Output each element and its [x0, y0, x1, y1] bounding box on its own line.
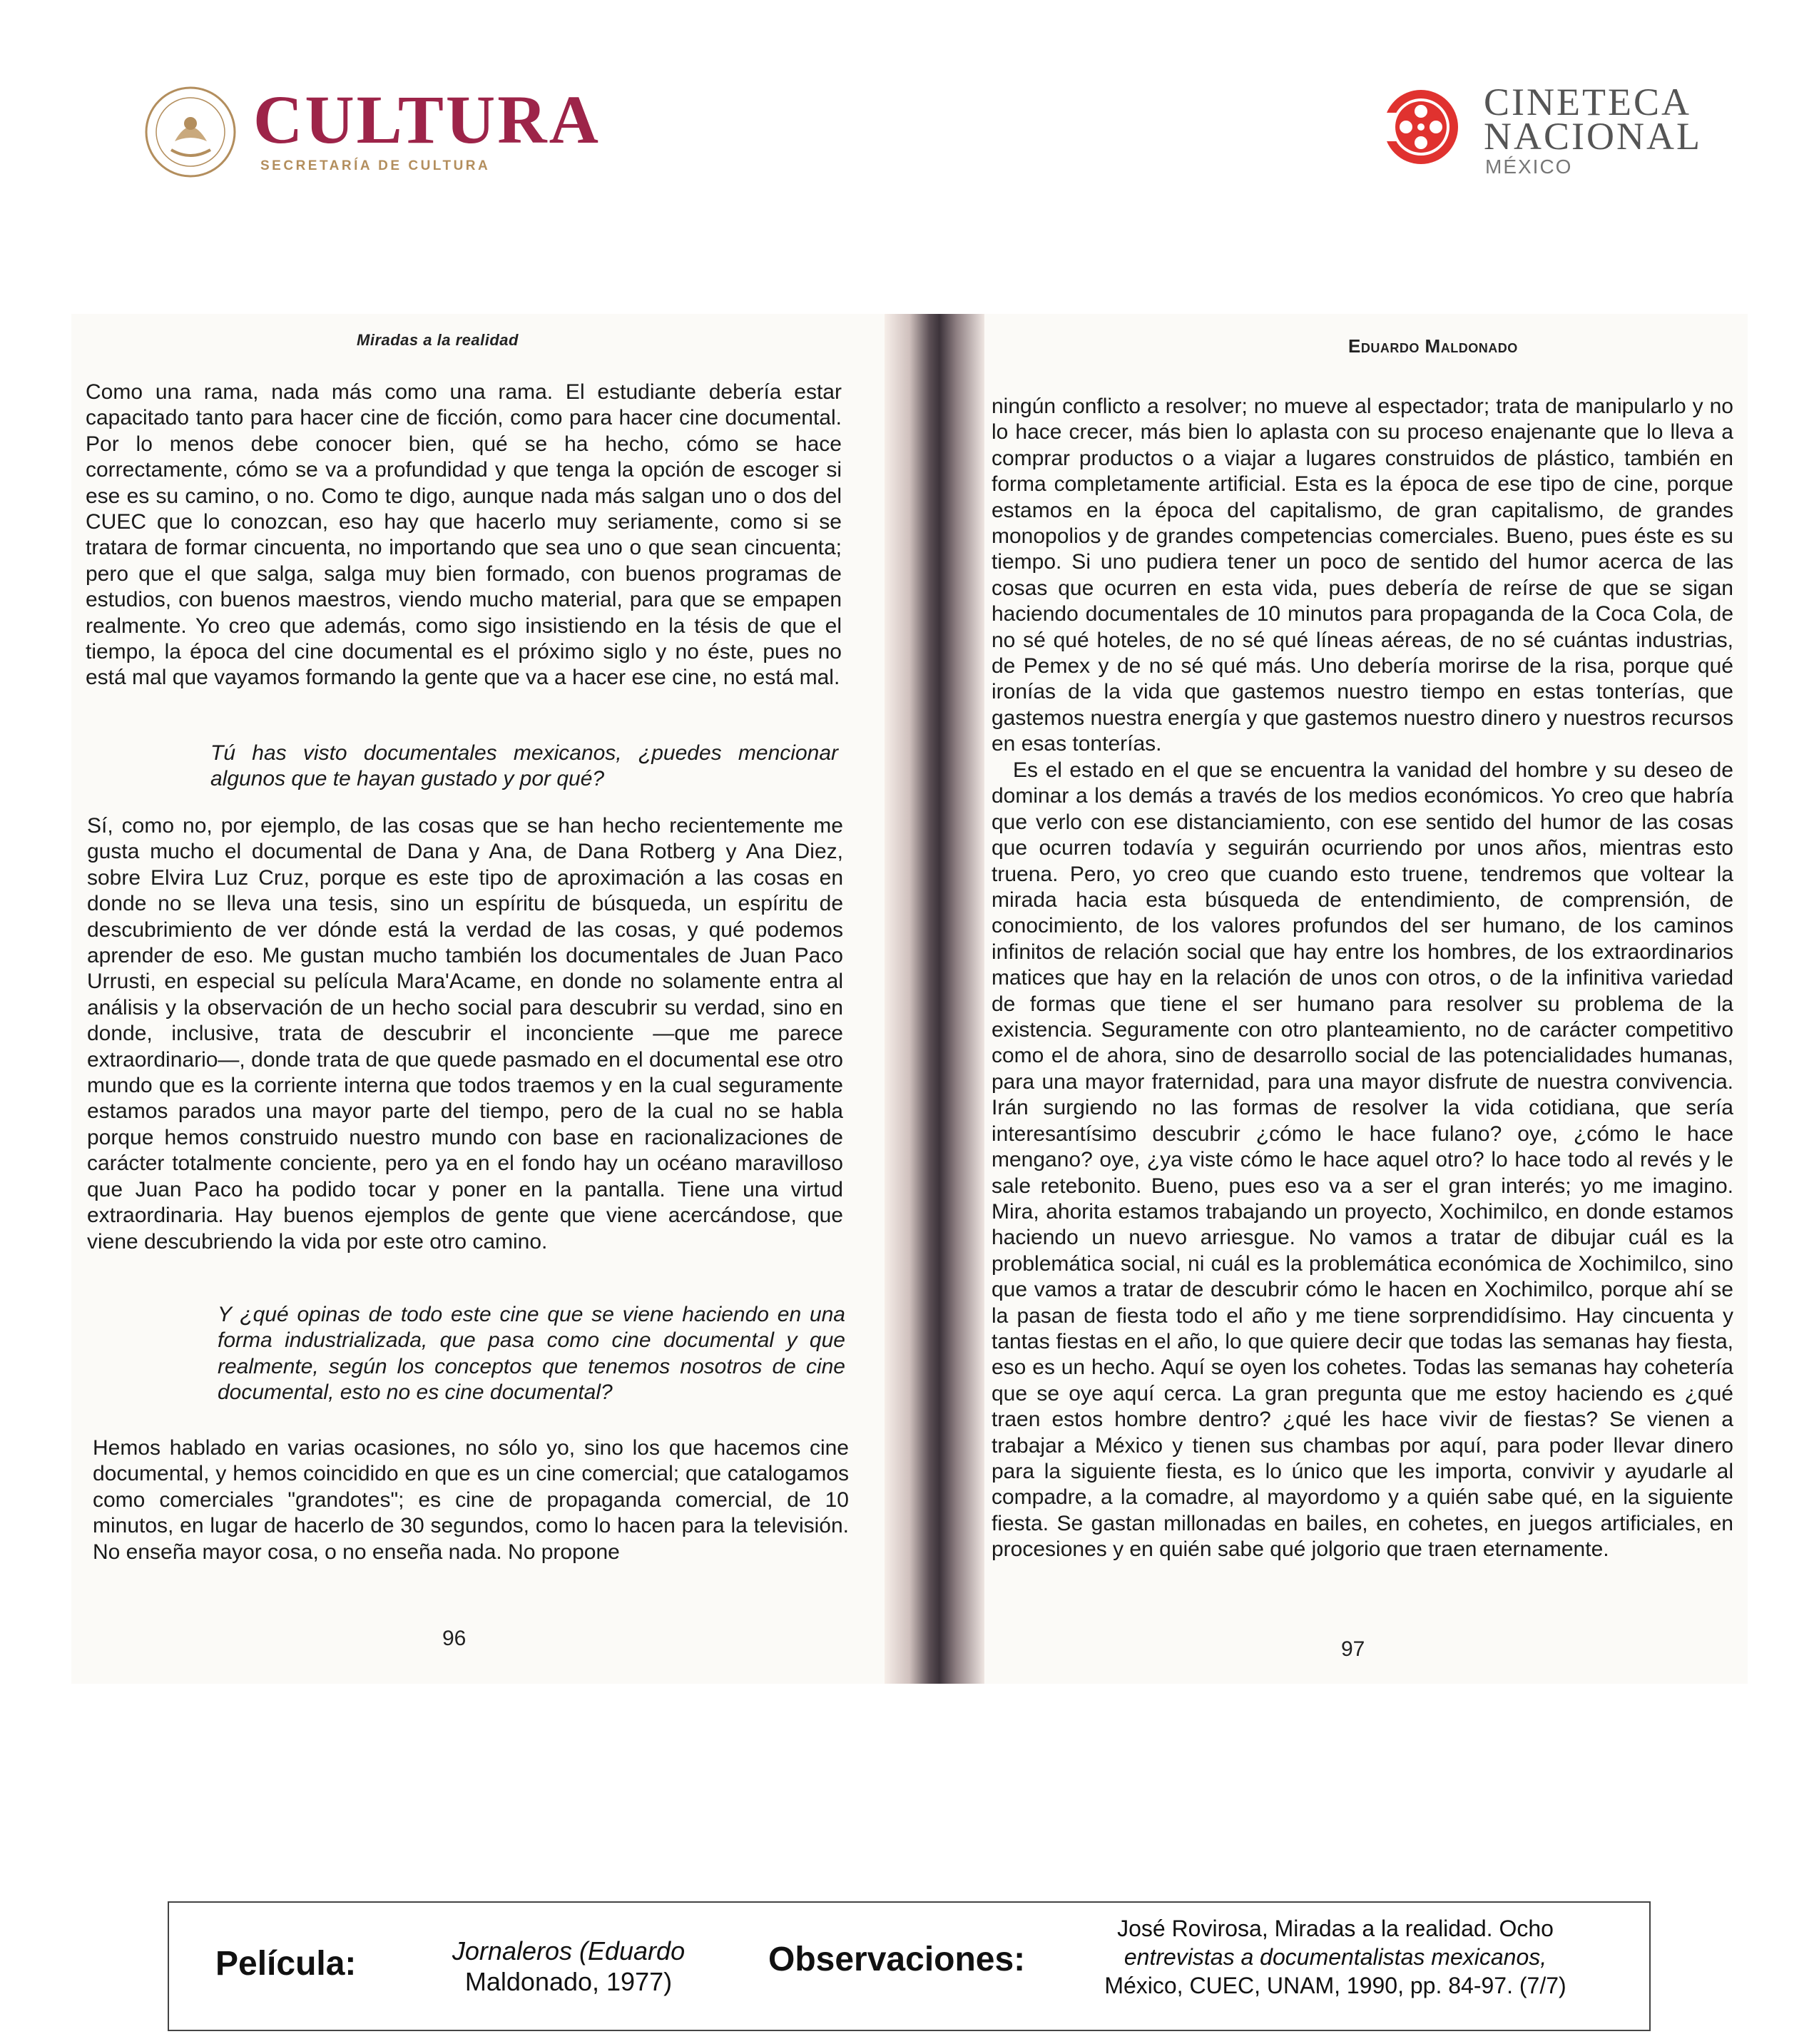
left-question-2: Y ¿qué opinas de todo este cine que se viene haciendo en una forma industrializada, que pasa como cine documental y que realmente, según los conceptos que tenemos nosotros de cine documental, esto no es cine documental? [218, 1303, 845, 1405]
pelicula-value-line-2: Maldonado, 1977) [464, 1967, 673, 1996]
cultura-subtitle: SECRETARÍA DE CULTURA [260, 158, 491, 173]
left-question-1: Tú has visto documentales mexicanos, ¿puedes mencionar algunos que te hayan gustado y por qué? [210, 741, 838, 791]
running-head-right: Eduardo Maldonado [1348, 335, 1518, 357]
national-seal-icon [143, 84, 239, 180]
running-head-left: Miradas a la realidad [357, 331, 519, 349]
left-paragraph-1: Como una rama, nada más como una rama. El estudiante debería estar capacitado tanto para hacer cine de ficción, como para hacer cine documental. Por lo menos debe conocer bien, qué se ha hecho, cómo se hace correctamente, cómo se va a profundidad y que tenga la opción de escoger si ese es su camino, o no. Como te digo, aunque nada más salgan uno o dos del CUEC que lo conozcan, eso hay que hacerlo muy seriamente, como si se tratara de formar cincuenta, no importando que sea uno o que sean cincuenta; pero que el que salga, salga muy bien formado, con buenos programas de estudios, con buenos maestros, viendo mucho material, para que se empapen realmente. Yo creo que además, como sigo insistiendo en la tésis de que el tiempo, la época del cine documental es el próximo siglo y no éste, pues no está mal que vayamos formando la gente que va a hacer ese cine, no está mal. [86, 380, 842, 690]
cineteca-logo [1377, 81, 1702, 184]
right-paragraph-1: ningún conflicto a resolver; no mueve al espectador; trata de manipularlo y no lo hace crecer, más bien lo aplasta con su proceso enajenante que lo lleva a comprar productos o a viajar a lugares construidos de plástico, también en forma completamente artificial. Esta es la época de ese tipo de cine, porque estamos en la época del capitalismo, de gran capitalismo, de grandes monopolios y de grandes competencias comerciales. Bueno, pues éste es su tiempo. Si uno pudiera tener un poco de sentido del humor acerca de las cosas que ocurren en esta vida, pues debería de reírse de que se sigan haciendo documentales de 10 minutos para propaganda de la Coca Cola, de no sé qué hoteles, de no sé qué líneas aéreas, de no sé cuántas industrias, de Pemex y de no sé qué más. Uno debería morirse de la risa, porque qué ironías de la vida que gastemos nuestro tiempo en estas tonterías, que gastemos nuestra energía y que gastemos nuestro dinero y nuestros recursos en esas tonterías. [992, 395, 1733, 756]
left-paragraph-3: Hemos hablado en varias ocasiones, no sólo yo, sino los que hacemos cine documental, y hemos coincidido en que es un cine comercial; que catalogamos como comerciales "grandotes"; es cine de propaganda comercial, de 10 minutos, en lugar de hacerlo de 30 segundos, como lo hacen para la televisión. No enseña mayor cosa, o no enseña nada. No propone [93, 1436, 849, 1564]
book-gutter [885, 314, 984, 1684]
cineteca-line-3: MÉXICO [1485, 156, 1573, 178]
right-paragraph-2: Es el estado en el que se encuentra la vanidad del hombre y su deseo de dominar a los demás a través de los medios económicos. Yo creo que habría que verlo con ese distanciamiento, con ese sentido del humor de las cosas que ocurren todavía y seguirán ocurriendo por unos años, mientras esto truena. Pero, yo creo que cuando esto truene, tendremos que voltear la mirada hacia esta búsqueda de entendimiento, de comprensión, de conocimiento, de los valores profundos del ser humano, de los caminos infinitos de relación social que hay entre los hombres, de los extraordinarios matices que hay en la relación de unos con otros, o de la infinitiva variedad de formas que tiene el ser humano para resolver su problema de la existencia. Seguramente con otro planteamiento, no de carácter competitivo como el de ahora, sino de desarrollo social de las potencialidades humanas, para una mayor fraternidad, para una mayor disfrute de nuestra convivencia. Irán surgiendo no las formas de resolver la vida cotidiana, que sería interesantísimo descubrir ¿cómo le hace fulano? oye, ¿cómo le hace mengano? oye, ¿ya viste cómo le hace aquel otro? lo hace todo al revés y le sale retebonito. Bueno, pues eso va a ser el gran interés; yo me imagino. Mira, ahorita estamos trabajando un proyecto, Xochimilco, en donde estamos haciendo un nuevo arriesgue. No vamos a tratar de dibujar cuál es la problemática social, ni cuál es la problemática económica de Xochimilco, sino que vamos a tratar de descubrir cómo le hacen en Xochimilco, porque ahí se la pasan de fiesta todo el año y me tiene sorprendidísimo. Hay cincuenta y tantas fiestas en el año, lo que quiere decir que todas las semanas hay fiesta, eso es un hecho. Aquí se oyen los cohetes. Todas las semanas hay cohetería que se oye aquí cerca. La gran pregunta que me estoy haciendo es ¿qué traen estos hombre dentro? ¿qué les hace vivir de fiestas? Se vienen a trabajar a México y tienen sus chambas por aquí, para poder llevar dinero para la siguiente fiesta, es lo único que les importa, convivir y ayudarle al compadre, a la comadre, al mayordomo y a quién sabe qué, en la siguiente fiesta. Se gastan millonadas en bailes, en cohetes, en juegos artificiales, en procesiones y en quién sabe qué jolgorio que traen eternamente. [992, 758, 1733, 1562]
cultura-logo [143, 81, 613, 191]
page-number-left: 96 [442, 1627, 467, 1650]
left-paragraph-2: Sí, como no, por ejemplo, de las cosas que se han hecho recientemente me gusta mucho el documental de Dana y Ana, de Dana Rotberg y Ana Diez, sobre Elvira Luz Cruz, porque es este tipo de aproximación a las cosas en donde no se lleva una tesis, sino un espíritu de búsqueda, un espíritu de descubrimiento de ver dónde está la verdad de las cosas, y qué podemos aprender de eso. Me gustan mucho también los documentales de Juan Paco Urrusti, en especial su película Mara'Acame, en donde no solamente entra al análisis y la observación de un hecho social para descubrir su verdad, sino en donde, inclusive, trata de descubrir el inconciente —que me parece extraordinario—, donde trata de que quede pasmado en el documental ese otro mundo que es la corriente interna que todos traemos y en la cual seguramente estamos parados una mayor parte del tiempo, pero de la cual no se habla porque hemos construido nuestro mundo con base en racionalizaciones de carácter totalmente conciente, pero ya en el fondo hay un océano maravilloso que Juan Paco ha podido tocar y poner en la pantalla. Tiene una virtud extraordinaria. Hay buenos ejemplos de gente que viene acercándose, que viene descubriendo la vida por este otro camino. [87, 814, 843, 1254]
pelicula-value-line-1: Jornaleros (Eduardo [452, 1936, 686, 1966]
pelicula-value [419, 1936, 718, 1997]
cineteca-line-2: NACIONAL [1484, 115, 1702, 158]
observaciones-line-3: México, CUEC, UNAM, 1990, pp. 84-97. (7/7) [1104, 1973, 1566, 1998]
footer-info-box [168, 1901, 1651, 2031]
left-page [71, 314, 885, 1684]
page-number-right: 97 [1341, 1637, 1365, 1661]
observaciones-line-1: José Rovirosa, Miradas a la realidad. Ocho [1117, 1916, 1554, 1941]
cultura-title: CULTURA [253, 81, 601, 158]
right-page [984, 314, 1748, 1684]
observaciones-line-2: entrevistas a documentalistas mexicanos, [1124, 1944, 1547, 1970]
observaciones-value [1050, 1914, 1621, 2000]
book-scan [71, 314, 1748, 1684]
film-reel-icon [1377, 84, 1462, 170]
cineteca-line-1: CINETECA [1484, 81, 1691, 123]
pelicula-label: Película: [215, 1945, 357, 1983]
observaciones-label: Observaciones: [768, 1941, 1026, 1978]
